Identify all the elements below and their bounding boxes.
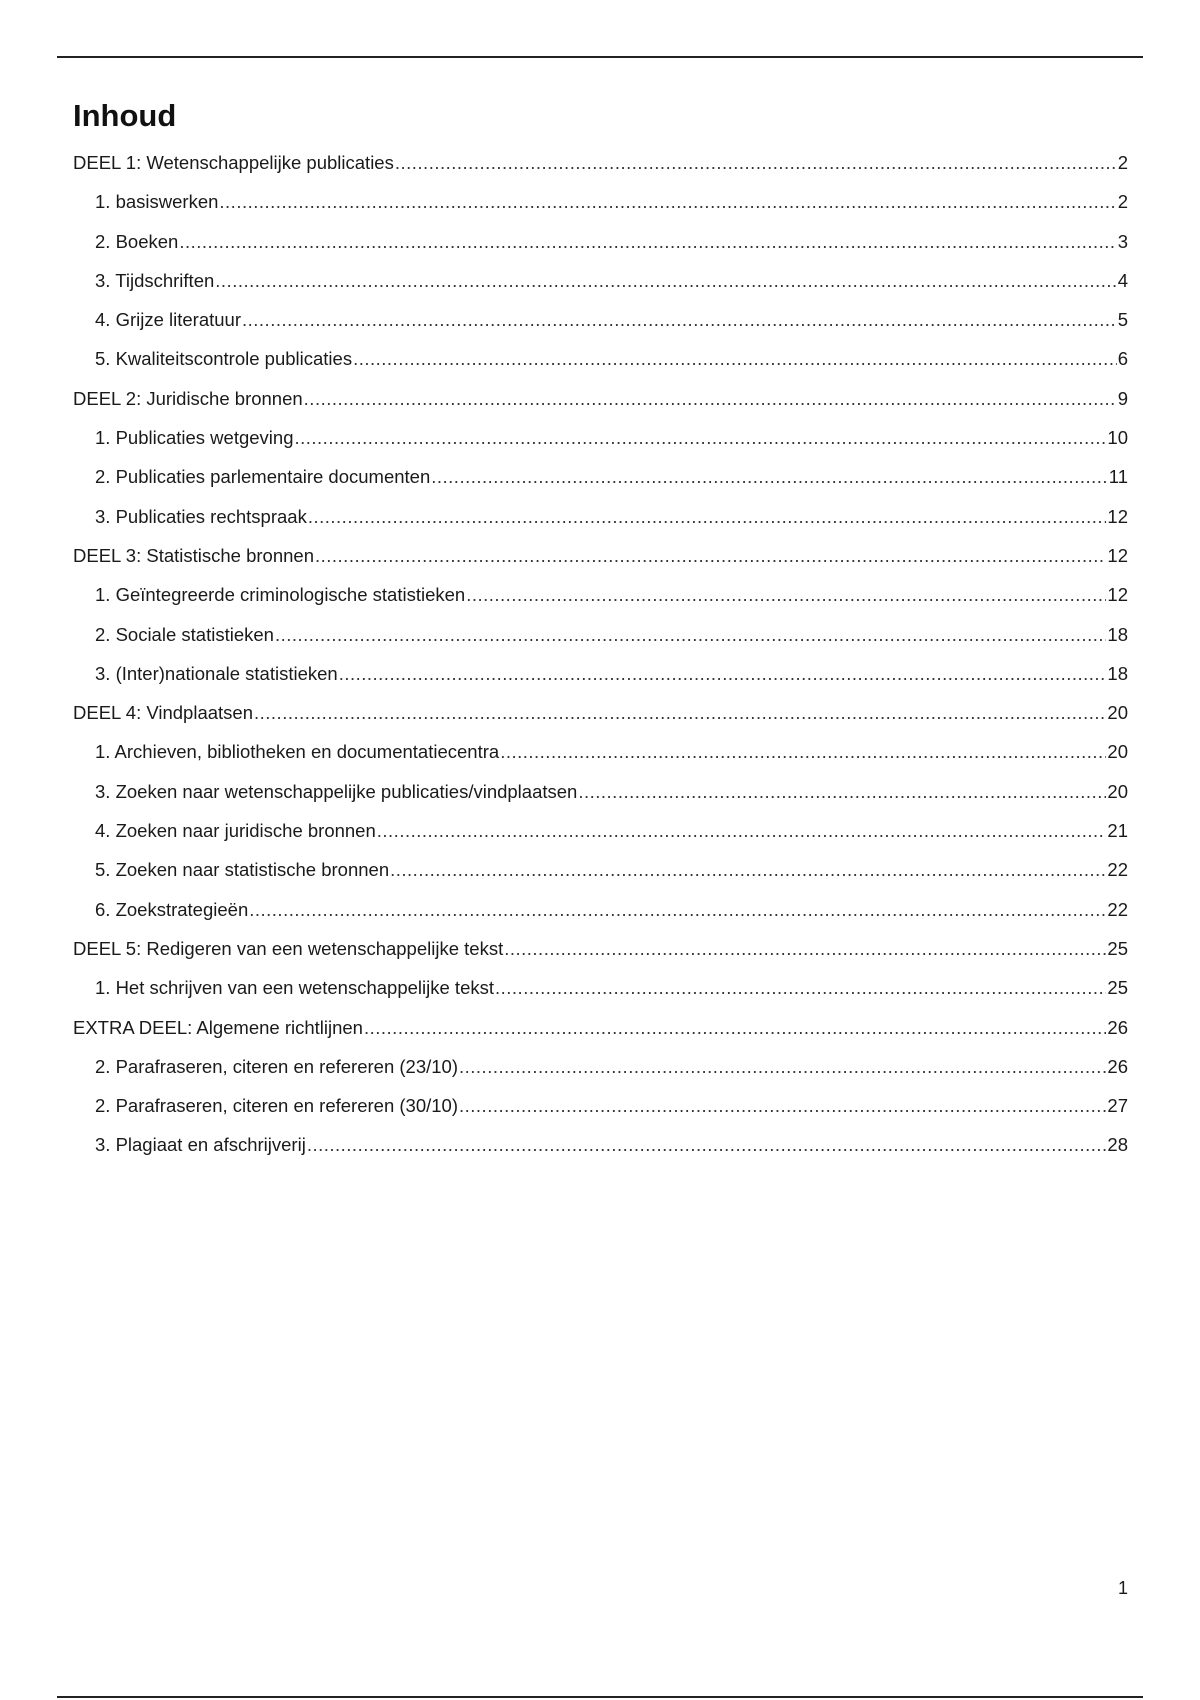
toc-entry-subsection[interactable] <box>73 777 1128 816</box>
toc-entry-label: 2. Publicaties parlementaire documenten <box>95 466 431 488</box>
table-of-contents <box>73 148 1128 1170</box>
toc-entry-page: 4 <box>1117 269 1128 291</box>
toc-entry-label: 3. Tijdschriften <box>95 269 215 291</box>
toc-entry-section[interactable] <box>73 698 1128 737</box>
toc-entry-label: 5. Zoeken naar statistische bronnen <box>95 859 390 881</box>
toc-entry-section[interactable] <box>73 1013 1128 1052</box>
toc-entry-page: 12 <box>1107 584 1128 606</box>
page-number: 1 <box>1117 1578 1128 1598</box>
toc-dot-leader <box>495 973 1106 1003</box>
toc-dot-leader <box>307 1130 1107 1160</box>
toc-entry-page: 21 <box>1107 820 1128 842</box>
toc-dot-leader <box>242 305 1117 335</box>
toc-entry-subsection[interactable] <box>73 973 1128 1012</box>
toc-entry-label: 2. Sociale statistieken <box>95 623 274 645</box>
toc-entry-page: 18 <box>1107 662 1128 684</box>
toc-entry-subsection[interactable] <box>73 855 1128 894</box>
toc-entry-page: 22 <box>1107 859 1128 881</box>
toc-entry-page: 28 <box>1107 1134 1128 1156</box>
toc-entry-label: 1. Publicaties wetgeving <box>95 427 294 449</box>
toc-entry-section[interactable] <box>73 384 1128 423</box>
toc-entry-label: 3. Plagiaat en afschrijverij <box>95 1134 306 1156</box>
toc-dot-leader <box>390 855 1106 885</box>
toc-entry-label: DEEL 4: Vindplaatsen <box>73 702 253 724</box>
toc-entry-page: 22 <box>1107 898 1128 920</box>
toc-dot-leader <box>459 1052 1106 1082</box>
toc-entry-subsection[interactable] <box>73 344 1128 383</box>
toc-entry-subsection[interactable] <box>73 659 1128 698</box>
toc-dot-leader <box>377 816 1107 846</box>
toc-entry-label: 2. Boeken <box>95 230 179 252</box>
toc-entry-page: 2 <box>1117 191 1128 213</box>
toc-entry-subsection[interactable] <box>73 580 1128 619</box>
toc-entry-label: EXTRA DEEL: Algemene richtlijnen <box>73 1016 363 1038</box>
footer-rule <box>57 1696 1143 1698</box>
toc-dot-leader <box>308 502 1107 532</box>
toc-entry-label: 1. Archieven, bibliotheken en documentatiecentra <box>95 741 500 763</box>
toc-dot-leader <box>249 895 1106 925</box>
toc-entry-label: 5. Kwaliteitscontrole publicaties <box>95 348 353 370</box>
toc-entry-subsection[interactable] <box>73 266 1128 305</box>
toc-dot-leader <box>353 344 1117 374</box>
header-rule <box>57 56 1143 58</box>
toc-entry-label: 2. Parafraseren, citeren en refereren (23/10) <box>95 1055 458 1077</box>
toc-title: Inhoud <box>73 98 177 133</box>
toc-entry-subsection[interactable] <box>73 502 1128 541</box>
toc-dot-leader <box>254 698 1106 728</box>
toc-dot-leader <box>504 934 1106 964</box>
toc-entry-label: 1. Het schrijven van een wetenschappelijke tekst <box>95 977 494 999</box>
toc-entry-page: 26 <box>1107 1016 1128 1038</box>
toc-entry-label: 3. (Inter)nationale statistieken <box>95 662 338 684</box>
toc-entry-page: 2 <box>1117 152 1128 173</box>
toc-entry-section[interactable] <box>73 148 1128 187</box>
toc-entry-page: 12 <box>1107 544 1128 566</box>
toc-entry-subsection[interactable] <box>73 1052 1128 1091</box>
toc-entry-subsection[interactable] <box>73 187 1128 226</box>
toc-dot-leader <box>395 148 1117 178</box>
toc-dot-leader <box>339 659 1107 689</box>
toc-dot-leader <box>364 1013 1106 1043</box>
toc-entry-page: 20 <box>1107 780 1128 802</box>
toc-entry-section[interactable] <box>73 541 1128 580</box>
toc-entry-subsection[interactable] <box>73 305 1128 344</box>
toc-dot-leader <box>500 737 1106 767</box>
toc-entry-label: 1. basiswerken <box>95 191 219 213</box>
toc-entry-label: 3. Publicaties rechtspraak <box>95 505 307 527</box>
toc-dot-leader <box>315 541 1106 571</box>
toc-dot-leader <box>459 1091 1106 1121</box>
toc-entry-label: 4. Grijze literatuur <box>95 309 241 331</box>
toc-dot-leader <box>466 580 1106 610</box>
toc-dot-leader <box>275 620 1106 650</box>
toc-entry-subsection[interactable] <box>73 737 1128 776</box>
toc-entry-page: 10 <box>1107 427 1128 449</box>
toc-entry-subsection[interactable] <box>73 227 1128 266</box>
toc-entry-label: DEEL 3: Statistische bronnen <box>73 544 314 566</box>
toc-entry-page: 26 <box>1107 1055 1128 1077</box>
toc-entry-label: 3. Zoeken naar wetenschappelijke publicaties/vindplaatsen <box>95 780 578 802</box>
toc-entry-subsection[interactable] <box>73 620 1128 659</box>
toc-entry-label: DEEL 5: Redigeren van een wetenschappelijke tekst <box>73 937 504 959</box>
toc-dot-leader <box>179 227 1116 257</box>
toc-entry-subsection[interactable] <box>73 895 1128 934</box>
toc-entry-page: 3 <box>1117 230 1128 252</box>
toc-entry-page: 20 <box>1107 741 1128 763</box>
toc-dot-leader <box>294 423 1106 453</box>
toc-dot-leader <box>431 462 1108 492</box>
toc-entry-page: 9 <box>1117 387 1128 409</box>
toc-entry-page: 11 <box>1108 466 1128 488</box>
toc-entry-subsection[interactable] <box>73 1130 1128 1169</box>
toc-entry-label: 6. Zoekstrategieën <box>95 898 249 920</box>
toc-dot-leader <box>578 777 1106 807</box>
toc-entry-page: 12 <box>1107 505 1128 527</box>
toc-entry-label: DEEL 1: Wetenschappelijke publicaties <box>73 152 394 173</box>
toc-entry-page: 27 <box>1107 1095 1128 1117</box>
toc-dot-leader <box>215 266 1116 296</box>
toc-entry-page: 18 <box>1107 623 1128 645</box>
toc-entry-subsection[interactable] <box>73 1091 1128 1130</box>
toc-entry-label: DEEL 2: Juridische bronnen <box>73 387 303 409</box>
toc-entry-page: 20 <box>1107 702 1128 724</box>
toc-entry-page: 25 <box>1107 977 1128 999</box>
toc-entry-subsection[interactable] <box>73 423 1128 462</box>
toc-entry-label: 2. Parafraseren, citeren en refereren (30/10) <box>95 1095 458 1117</box>
toc-entry-section[interactable] <box>73 934 1128 973</box>
toc-entry-label: 1. Geïntegreerde criminologische statistieken <box>95 584 466 606</box>
toc-entry-label: 4. Zoeken naar juridische bronnen <box>95 820 376 842</box>
toc-entry-subsection[interactable] <box>73 816 1128 855</box>
toc-entry-page: 25 <box>1107 937 1128 959</box>
toc-dot-leader <box>219 187 1116 217</box>
toc-entry-subsection[interactable] <box>73 462 1128 501</box>
toc-entry-page: 6 <box>1117 348 1128 370</box>
toc-entry-page: 5 <box>1117 309 1128 331</box>
toc-dot-leader <box>304 384 1117 414</box>
